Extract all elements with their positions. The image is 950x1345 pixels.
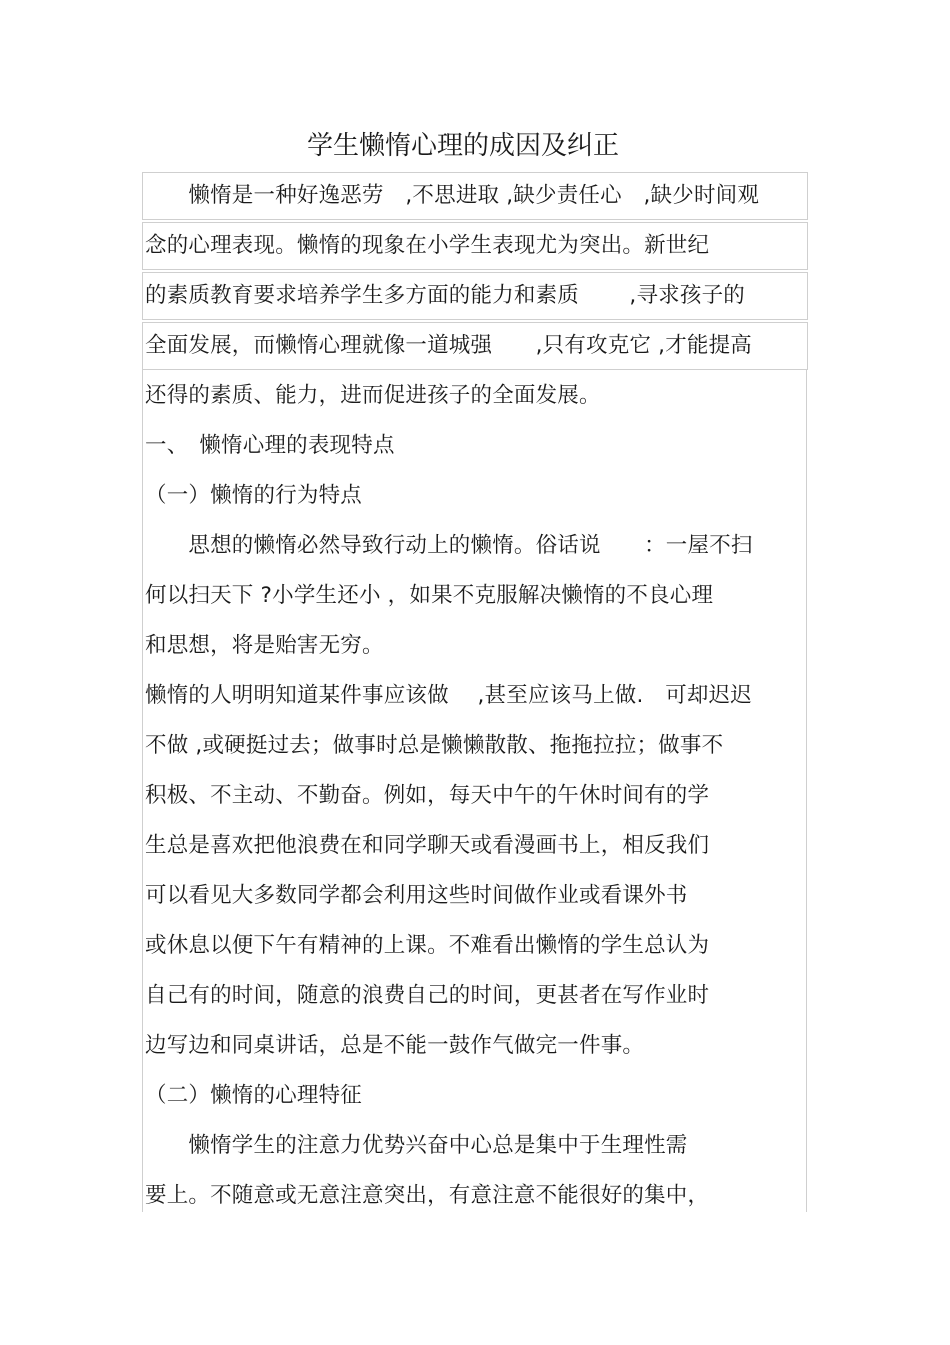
frame-right-edge — [806, 370, 807, 1212]
body-line: 的素质教育要求培养学生多方面的能力和素质 ,寻求孩子的 — [145, 283, 745, 308]
body-line: 懒惰的人明明知道某件事应该做 ,甚至应该马上做. 可却迟迟 — [145, 683, 753, 708]
body-line: 念的心理表现。懒惰的现象在小学生表现尤为突出。新世纪 — [145, 233, 710, 258]
body-line: 生总是喜欢把他浪费在和同学聊天或看漫画书上，相反我们 — [145, 833, 710, 858]
body-line: 思想的懒惰必然导致行动上的懒惰。俗话说 ：一屋不扫 — [145, 533, 753, 558]
body-line: 何以扫天下 ?小学生还小 ，如果不克服解决懒惰的不良心理 — [145, 583, 714, 608]
body-line: 积极、不主动、不勤奋。例如，每天中午的午休时间有的学 — [145, 783, 710, 808]
section-heading: 一、 懒惰心理的表现特点 — [145, 433, 395, 458]
body-line: 懒惰学生的注意力优势兴奋中心总是集中于生理性需 — [145, 1133, 688, 1158]
body-line: 全面发展，而懒惰心理就像一道城强 ,只有攻克它 ,才能提高 — [145, 333, 753, 358]
body-line: 或休息以便下午有精神的上课。不难看出懒惰的学生总认为 — [145, 933, 710, 958]
subsection-heading: （二）懒惰的心理特征 — [145, 1083, 363, 1108]
body-line: 懒惰是一种好逸恶劳 ,不思进取 ,缺少责任心 ,缺少时间观 — [145, 183, 760, 208]
body-line: 可以看见大多数同学都会利用这些时间做作业或看课外书 — [145, 883, 688, 908]
frame-left-edge — [142, 370, 143, 1212]
body-line: 自己有的时间，随意的浪费自己的时间，更甚者在写作业时 — [145, 983, 710, 1008]
body-line: 和思想，将是贻害无穷。 — [145, 633, 384, 658]
body-line: 要上。不随意或无意注意突出，有意注意不能很好的集中， — [145, 1183, 710, 1208]
body-line: 还得的素质、能力，进而促进孩子的全面发展。 — [145, 383, 601, 408]
subsection-heading: （一）懒惰的行为特点 — [145, 483, 363, 508]
body-line: 边写边和同桌讲话，总是不能一鼓作气做完一件事。 — [145, 1033, 645, 1058]
body-line: 不做 ,或硬挺过去；做事时总是懒懒散散、拖拖拉拉；做事不 — [145, 733, 724, 758]
document-title: 学生懒惰心理的成因及纠正 — [306, 131, 619, 161]
